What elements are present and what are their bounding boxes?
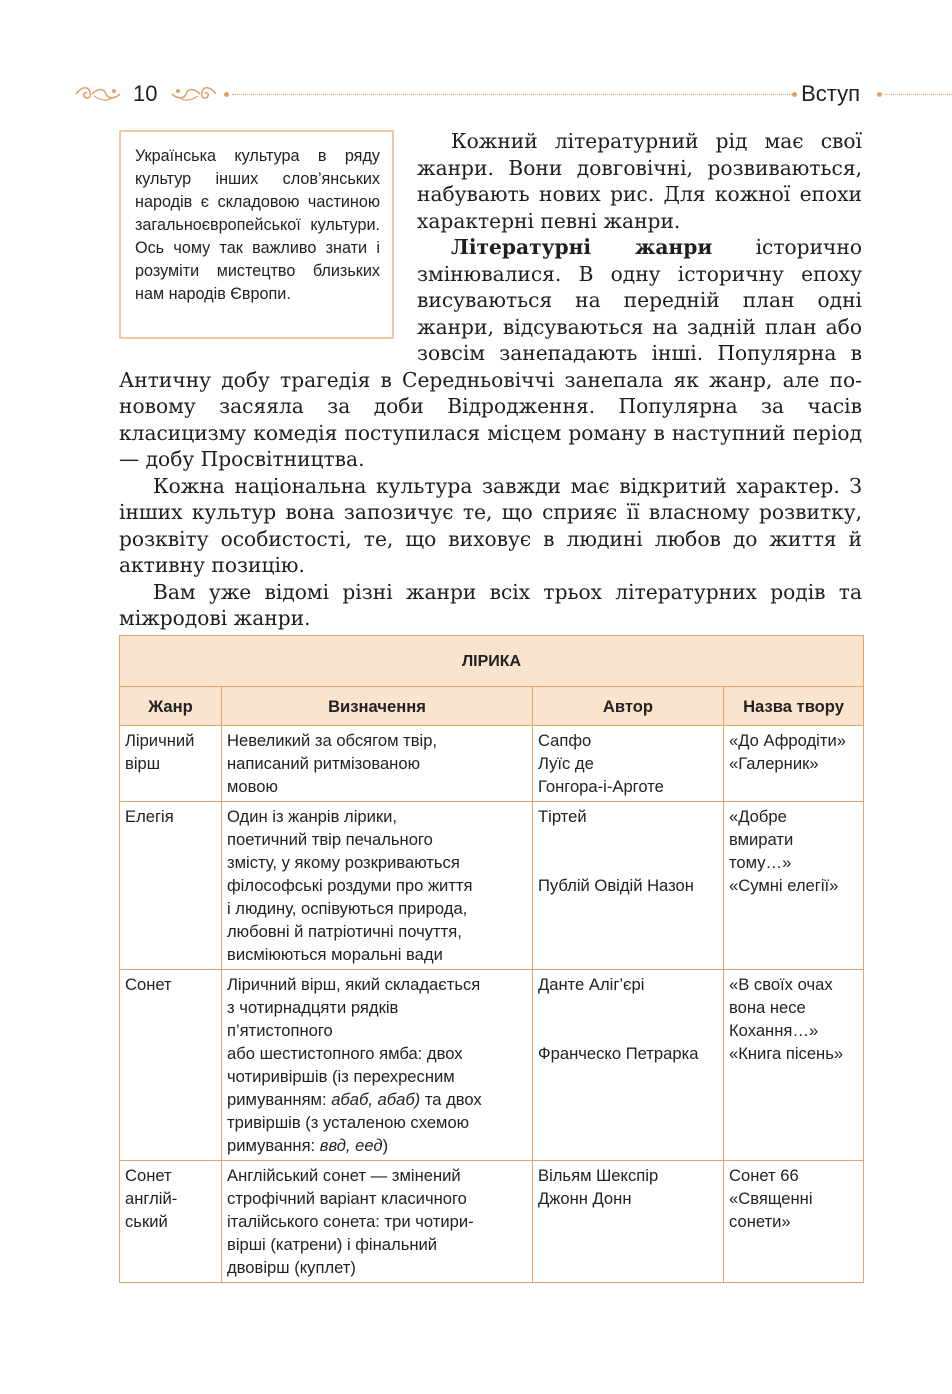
cell-line: римуванням: абаб, абаб) та двох [227, 1090, 482, 1109]
paragraph: Літературні жанри історично змінювалися. В одну історичну епоху висуваються на передній план одні жанри, відсуваються на задній план або зовсім занепадають інші. Популярна в Античну добу трагедія в Середньовіччі занепала як жанр, але по-новому засяяла за доби Відродження. Популярна за часів класицизму комедія поступилася місцем роману в наступний період — добу Просвітництва. [119, 235, 862, 471]
cell-line: поетичний твір печального [227, 830, 433, 849]
cell-line: тривіршів (з усталеною схемою [227, 1113, 470, 1132]
genre-cell [120, 970, 222, 1161]
cell-line: вона несе [729, 998, 806, 1017]
cell-line: Данте Аліг’єрі [538, 975, 645, 994]
info-box: Українська культура в ряду культур інших слов’янських народів є складовою частиною загальноєвропейської культури. Ось чому так важливо знати і розуміти мистецтво близьких нам народів Європи. [119, 130, 394, 339]
cell-line: п’ятистопного [227, 1021, 333, 1040]
cell-line: Елегія [125, 807, 174, 826]
work-title-cell [724, 726, 864, 802]
floral-ornament-icon [170, 82, 218, 106]
column-header: Визначення [222, 687, 533, 726]
cell-line: висміюються моральні вади [227, 945, 443, 964]
cell-line: вмирати [729, 830, 794, 849]
cell-line: Сонет 66 [729, 1166, 799, 1185]
cell-line: Луїс де [538, 754, 594, 773]
table-title: ЛІРИКА [120, 636, 864, 687]
cell-line: Гонгора-і-Арготе [538, 777, 664, 796]
cell-line: двовірш (куплет) [227, 1258, 356, 1277]
author-cell [533, 970, 724, 1161]
header-dot [224, 92, 229, 97]
work-title-cell [724, 970, 864, 1161]
cell-line: англій- [125, 1189, 178, 1208]
header-rule [232, 94, 792, 95]
definition-cell [222, 726, 533, 802]
page-header [0, 78, 952, 112]
cell-line: змісту, у якому розкриваються [227, 853, 460, 872]
cell-line: Джонн Донн [538, 1189, 632, 1208]
floral-ornament-icon [74, 82, 122, 106]
header-dot [792, 92, 797, 97]
cell-line: Ліричний вірш, який складається [227, 975, 481, 994]
cell-line: «В своїх очах [729, 975, 833, 994]
main-text [119, 128, 862, 632]
work-title-cell [724, 1161, 864, 1283]
table-row [120, 970, 864, 1161]
cell-line: строфічний варіант класичного [227, 1189, 467, 1208]
cell-line: Ліричний [125, 731, 195, 750]
cell-line: чотиривіршів (із перехресним [227, 1067, 455, 1086]
table-row [120, 726, 864, 802]
cell-line: Невеликий за обсягом твір, [227, 731, 438, 750]
genre-cell [120, 1161, 222, 1283]
cell-line [538, 996, 718, 1019]
cell-line: любовні й патріотичні почуття, [227, 922, 462, 941]
cell-line: вірш [125, 754, 161, 773]
cell-line: сонети» [729, 1212, 791, 1231]
cell-line: і людину, оспівуються природа, [227, 899, 468, 918]
cell-line: Сонет [125, 975, 172, 994]
header-dot [877, 92, 882, 97]
cell-line: Сапфо [538, 731, 592, 750]
column-header: Жанр [120, 687, 222, 726]
definition-cell [222, 970, 533, 1161]
cell-line: Сонет [125, 1166, 172, 1185]
cell-line: «Священні [729, 1189, 813, 1208]
cell-line [538, 1019, 718, 1042]
cell-line: Кохання…» [729, 1021, 819, 1040]
cell-line: італійського сонета: три чотири- [227, 1212, 474, 1231]
page-number: 10 [133, 81, 158, 106]
cell-line: «До Афродіти» [729, 731, 846, 750]
genre-cell [120, 802, 222, 970]
table-body [120, 726, 864, 1283]
column-header: Автор [533, 687, 724, 726]
cell-line: написаний ритмізованою [227, 754, 421, 773]
paragraph: Кожна національна культура завжди має відкритий характер. З інших культур вона запозичує те, що сприяє її власному розвитку, розквіту особистості, те, що виховує в людині любов до життя й активну позицію. [119, 473, 862, 577]
cell-line: або шестистопного ямба: двох [227, 1044, 463, 1063]
definition-cell [222, 802, 533, 970]
cell-line: Один із жанрів лірики, [227, 807, 398, 826]
cell-line: з чотирнадцяти рядків [227, 998, 399, 1017]
cell-line: «Галерник» [729, 754, 819, 773]
table-row [120, 802, 864, 970]
table-row [120, 1161, 864, 1283]
header-rule [885, 94, 952, 95]
cell-line: римування: ввд, еед) [227, 1136, 389, 1155]
term-bold: Літературні жанри [451, 235, 713, 259]
work-title-cell [724, 802, 864, 970]
lyrics-table [119, 635, 863, 1283]
cell-line: Франческо Петрарка [538, 1044, 699, 1063]
cell-line: Тіртей [538, 807, 587, 826]
cell-line: «Книга пісень» [729, 1044, 844, 1063]
author-cell [533, 726, 724, 802]
paragraph: Кожний літературний рід має свої жанри. Вони довговічні, розвиваються, набувають нових рис. Для кожної епохи характерні певні жанри. [417, 129, 862, 233]
cell-line: тому…» [729, 853, 792, 872]
column-header: Назва твору [724, 687, 864, 726]
cell-line: «Добре [729, 807, 787, 826]
cell-line [538, 828, 718, 851]
cell-line: ський [125, 1212, 168, 1231]
cell-line: вірші (катрени) і фінальний [227, 1235, 438, 1254]
cell-line: Англійський сонет — змінений [227, 1166, 461, 1185]
cell-line: Публій Овідій Назон [538, 876, 694, 895]
definition-cell [222, 1161, 533, 1283]
paragraph: Вам уже відомі різні жанри всіх трьох літературних родів та міжродові жанри. [119, 579, 862, 630]
cell-line: «Сумні елегії» [729, 876, 839, 895]
cell-line [538, 851, 718, 874]
cell-line: мовою [227, 777, 278, 796]
author-cell [533, 1161, 724, 1283]
cell-line: філософські роздуми про життя [227, 876, 473, 895]
section-title: Вступ [801, 81, 860, 106]
author-cell [533, 802, 724, 970]
genre-cell [120, 726, 222, 802]
cell-line: Вільям Шекспір [538, 1166, 659, 1185]
